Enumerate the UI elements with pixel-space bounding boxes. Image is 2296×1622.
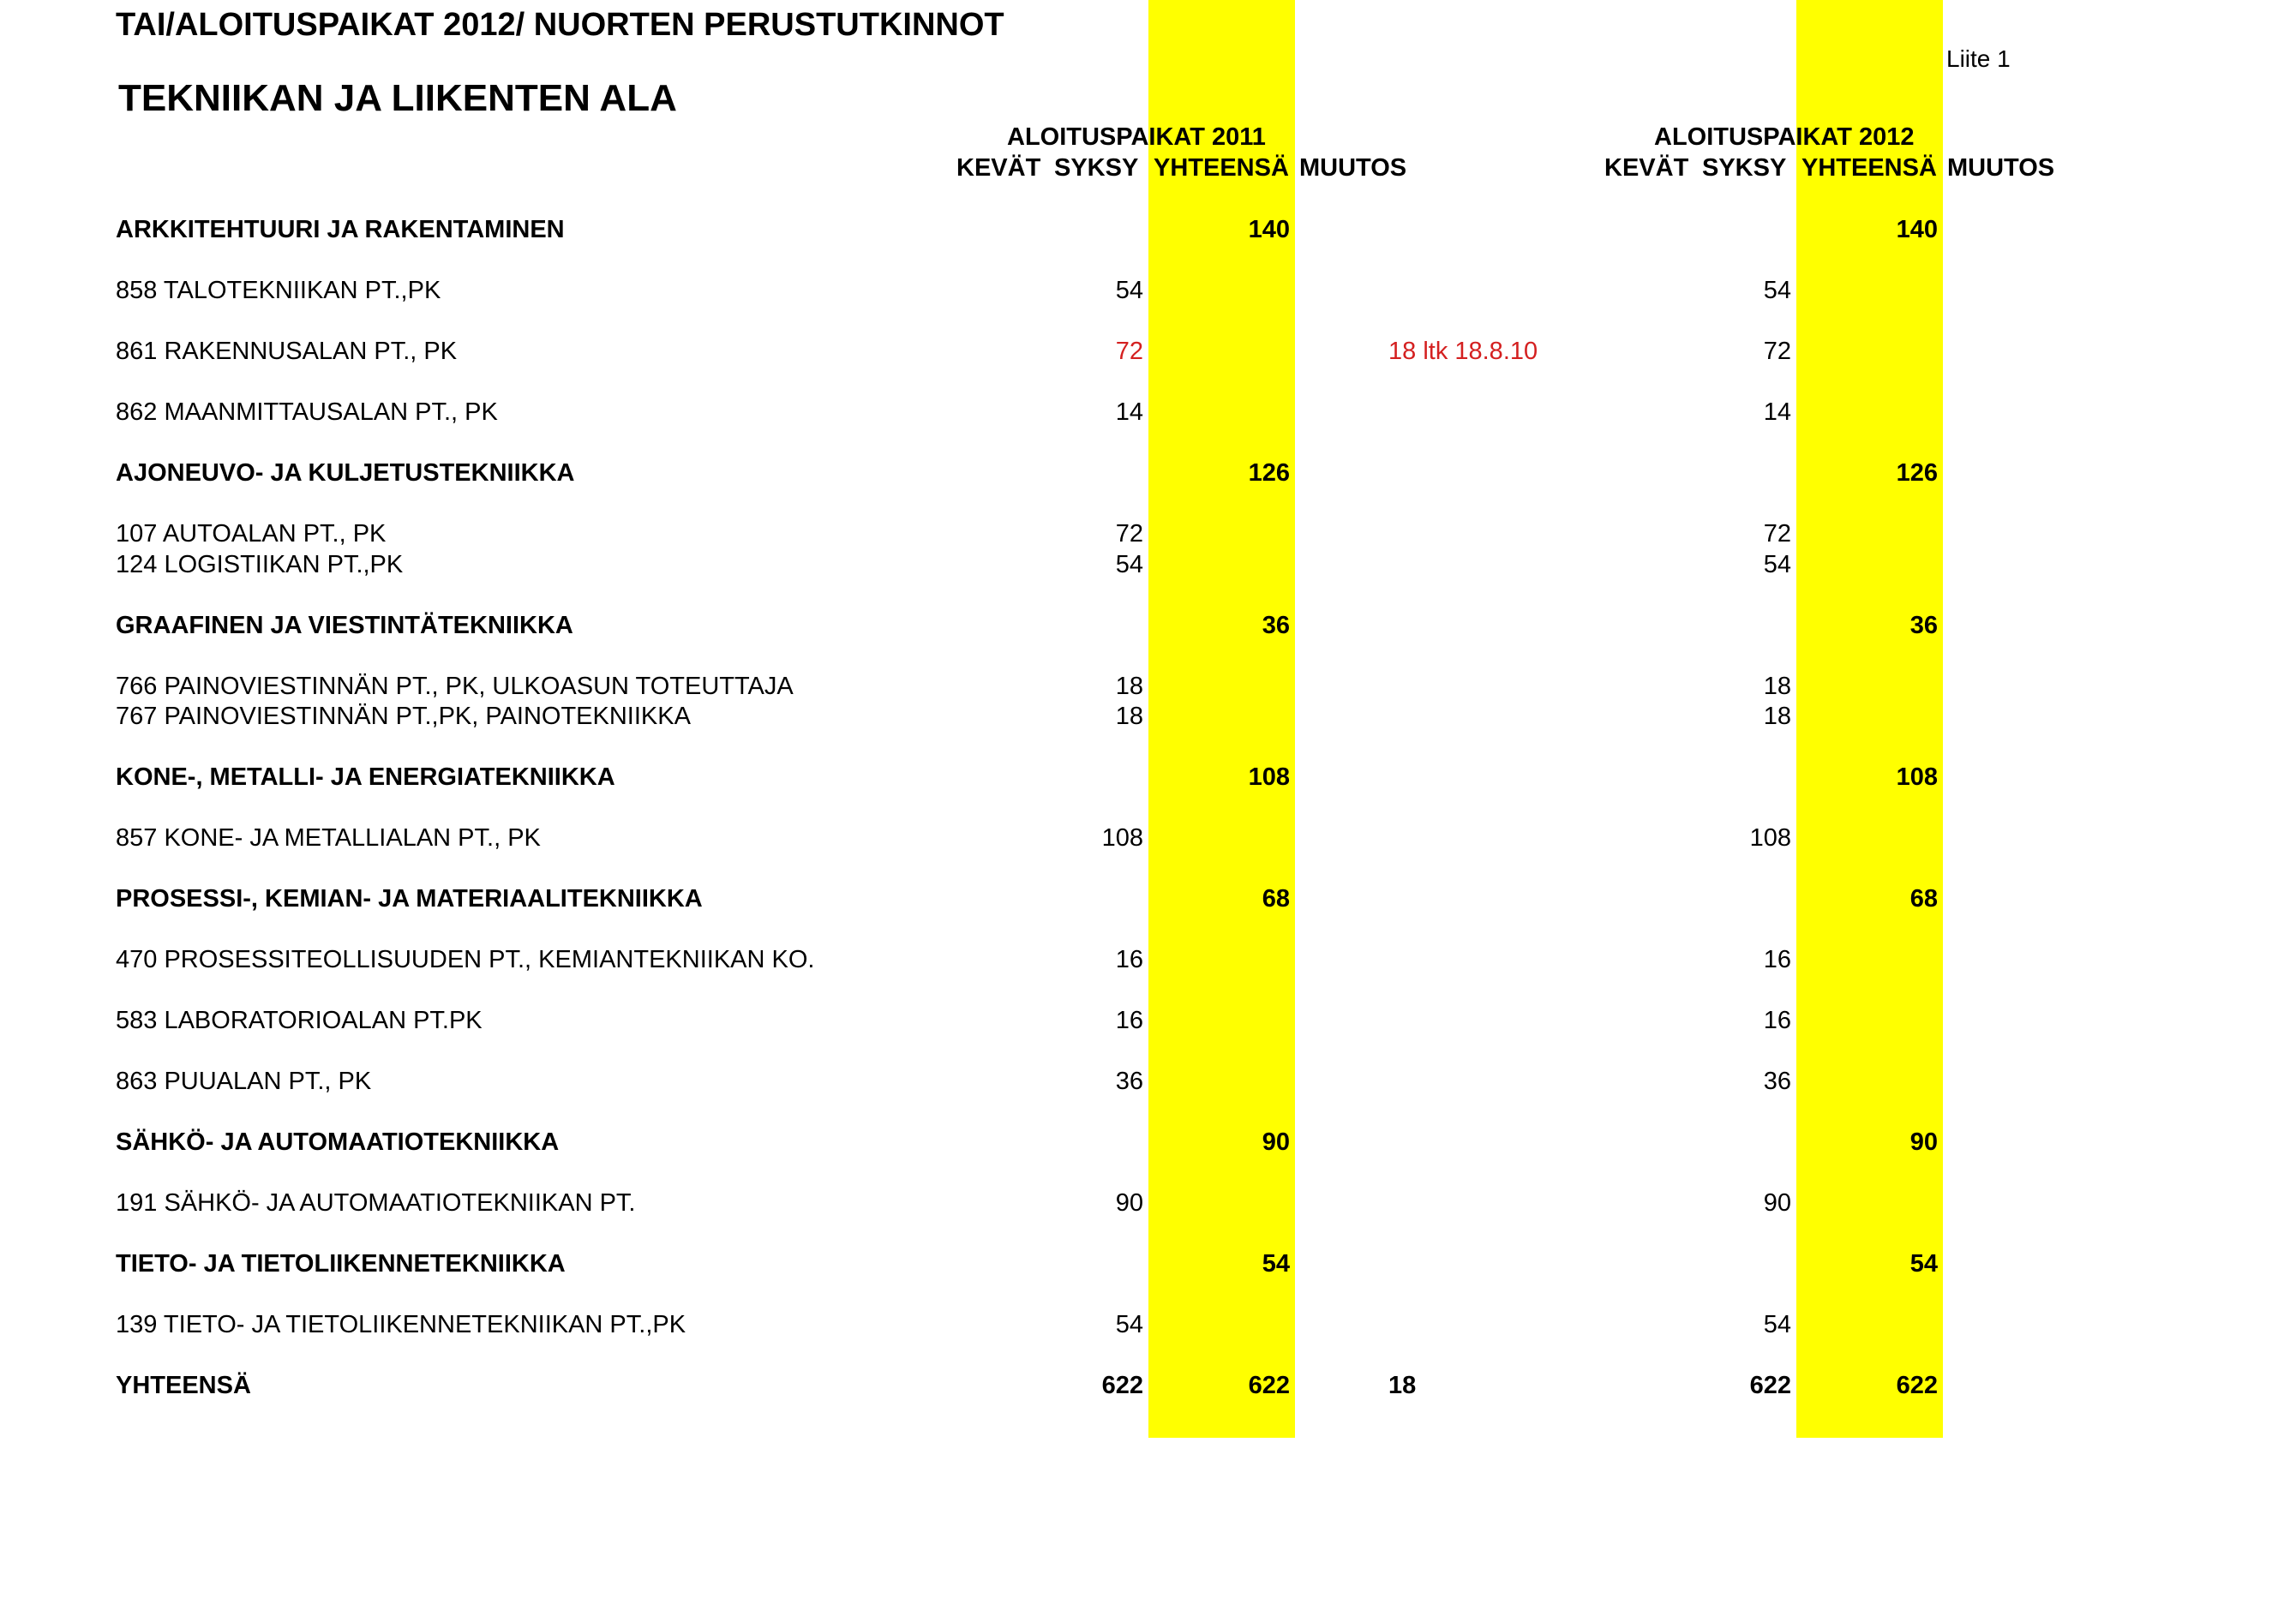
total-2012-value: 622 — [1896, 1372, 1938, 1399]
program-label: 858 TALOTEKNIIKAN PT.,PK — [116, 277, 441, 304]
appendix-label: Liite 1 — [1946, 45, 2011, 72]
total-2011-value: 126 — [1248, 459, 1290, 487]
total-2012-value: 140 — [1896, 216, 1938, 243]
section-title: TEKNIIKAN JA LIIKENTEN ALA — [118, 77, 677, 119]
header-muutos-2012: MUUTOS — [1947, 154, 2055, 182]
program-label: 107 AUTOALAN PT., PK — [116, 520, 387, 548]
syksy-2011-value: 622 — [1101, 1372, 1143, 1399]
syksy-2012-value: 90 — [1763, 1189, 1791, 1217]
program-label: 583 LABORATORIOALAN PT.PK — [116, 1007, 483, 1034]
syksy-2011-value: 72 — [1115, 520, 1143, 548]
syksy-2012-value: 14 — [1763, 398, 1791, 426]
syksy-2012-value: 72 — [1763, 520, 1791, 548]
syksy-2012-value: 54 — [1763, 1311, 1791, 1338]
header-kevat-2012: KEVÄT — [1604, 154, 1689, 182]
change-2011-value: 18 ltk 18.8.10 — [1388, 338, 1538, 365]
total-2012-value: 108 — [1896, 763, 1938, 791]
category-heading: YHTEENSÄ — [116, 1372, 251, 1399]
program-label: 191 SÄHKÖ- JA AUTOMAATIOTEKNIIKAN PT. — [116, 1189, 636, 1217]
category-heading: SÄHKÖ- JA AUTOMAATIOTEKNIIKKA — [116, 1128, 560, 1156]
total-2012-value: 90 — [1909, 1128, 1938, 1156]
syksy-2012-value: 18 — [1763, 673, 1791, 700]
header-yhteensa-2011: YHTEENSÄ — [1154, 154, 1289, 182]
program-label: 766 PAINOVIESTINNÄN PT., PK, ULKOASUN TOTEUTTAJA — [116, 673, 794, 700]
syksy-2011-value: 72 — [1115, 338, 1143, 365]
syksy-2011-value: 18 — [1115, 703, 1143, 730]
syksy-2012-value: 54 — [1763, 551, 1791, 578]
group-caption-2011: ALOITUSPAIKAT 2011 — [1007, 123, 1266, 151]
program-label: 862 MAANMITTAUSALAN PT., PK — [116, 398, 498, 426]
header-yhteensa-2012: YHTEENSÄ — [1801, 154, 1937, 182]
syksy-2012-value: 54 — [1763, 277, 1791, 304]
program-label: 470 PROSESSITEOLLISUUDEN PT., KEMIANTEKNIIKAN KO. — [116, 946, 815, 973]
program-label: 767 PAINOVIESTINNÄN PT.,PK, PAINOTEKNIIKKA — [116, 703, 691, 730]
program-label: 861 RAKENNUSALAN PT., PK — [116, 338, 458, 365]
category-heading: PROSESSI-, KEMIAN- JA MATERIAALITEKNIIKKA — [116, 885, 703, 913]
header-syksy-2011: SYKSY — [1054, 154, 1139, 182]
document-title: TAI/ALOITUSPAIKAT 2012/ NUORTEN PERUSTUTKINNOT — [116, 7, 1004, 43]
syksy-2012-value: 622 — [1749, 1372, 1791, 1399]
total-2012-value: 126 — [1896, 459, 1938, 487]
syksy-2011-value: 90 — [1115, 1189, 1143, 1217]
syksy-2011-value: 18 — [1115, 673, 1143, 700]
total-2011-value: 90 — [1262, 1128, 1290, 1156]
total-2011-value: 108 — [1248, 763, 1290, 791]
group-caption-2012: ALOITUSPAIKAT 2012 — [1654, 123, 1915, 151]
category-heading: GRAAFINEN JA VIESTINTÄTEKNIIKKA — [116, 612, 573, 639]
category-heading: ARKKITEHTUURI JA RAKENTAMINEN — [116, 216, 565, 243]
syksy-2012-value: 36 — [1763, 1068, 1791, 1095]
syksy-2011-value: 54 — [1115, 277, 1143, 304]
syksy-2012-value: 16 — [1763, 946, 1791, 973]
total-2011-value: 54 — [1262, 1250, 1290, 1278]
category-heading: KONE-, METALLI- JA ENERGIATEKNIIKKA — [116, 763, 615, 791]
total-2012-value: 68 — [1909, 885, 1938, 913]
syksy-2012-value: 18 — [1763, 703, 1791, 730]
program-label: 124 LOGISTIIKAN PT.,PK — [116, 551, 404, 578]
total-2012-value: 54 — [1909, 1250, 1938, 1278]
syksy-2011-value: 36 — [1115, 1068, 1143, 1095]
change-2011-value: 18 — [1388, 1372, 1417, 1399]
syksy-2012-value: 108 — [1749, 824, 1791, 852]
syksy-2011-value: 14 — [1115, 398, 1143, 426]
header-kevat-2011: KEVÄT — [956, 154, 1041, 182]
total-2011-value: 140 — [1248, 216, 1290, 243]
header-muutos-2011: MUUTOS — [1299, 154, 1407, 182]
syksy-2012-value: 16 — [1763, 1007, 1791, 1034]
program-label: 857 KONE- JA METALLIALAN PT., PK — [116, 824, 541, 852]
program-label: 139 TIETO- JA TIETOLIIKENNETEKNIIKAN PT.,PK — [116, 1311, 686, 1338]
total-2012-value: 36 — [1909, 612, 1938, 639]
syksy-2011-value: 54 — [1115, 1311, 1143, 1338]
category-heading: TIETO- JA TIETOLIIKENNETEKNIIKKA — [116, 1250, 566, 1278]
program-label: 863 PUUALAN PT., PK — [116, 1068, 372, 1095]
syksy-2011-value: 108 — [1101, 824, 1143, 852]
total-2011-value: 68 — [1262, 885, 1290, 913]
syksy-2011-value: 16 — [1115, 1007, 1143, 1034]
syksy-2012-value: 72 — [1763, 338, 1791, 365]
total-2011-value: 622 — [1248, 1372, 1290, 1399]
header-syksy-2012: SYKSY — [1702, 154, 1787, 182]
syksy-2011-value: 16 — [1115, 946, 1143, 973]
category-heading: AJONEUVO- JA KULJETUSTEKNIIKKA — [116, 459, 575, 487]
total-2011-value: 36 — [1262, 612, 1290, 639]
syksy-2011-value: 54 — [1115, 551, 1143, 578]
